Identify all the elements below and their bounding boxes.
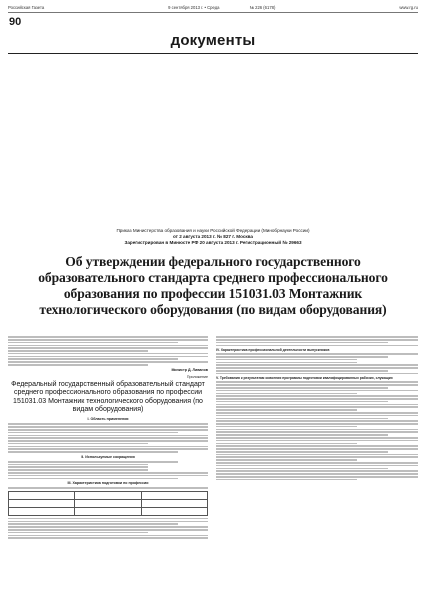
issue-number: № 226 (6178) (249, 5, 276, 10)
section-2-placeholder (8, 461, 208, 479)
qualification-table (8, 491, 208, 516)
order-issuer: Приказ Министерства образования и науки Российской Федерации (Минобрнауки России) (116, 228, 310, 233)
issue-info (168, 5, 275, 10)
header-rule (8, 53, 418, 54)
document-title: Об утверждении федерального государственного образовательного стандарта среднего профессионального образования по профессии 151031.03 Монтажник технологического оборудования (по видам оборудования) (38, 254, 388, 317)
section-2-heading: II. Используемые сокращения (81, 454, 135, 459)
order-header (60, 228, 366, 247)
right-text-placeholder-1 (216, 336, 418, 346)
appendix-label: Приложение (186, 374, 208, 379)
right-column (216, 335, 418, 597)
section-5-heading: V. Требования к результатам освоения программы подготовки квалифицированных рабочих, служащих (216, 375, 393, 380)
section-4-heading: IV. Характеристика профессиональной деятельности выпускников (216, 347, 330, 352)
section-5-placeholder (216, 381, 418, 480)
site-link[interactable]: www.rg.ru (399, 5, 418, 10)
standard-title: Федеральный государственный образовательный стандарт среднего профессионального образования по профессии 151031.03 Монтажник технологического оборудования (по видам оборудования) (11, 380, 205, 413)
page-number: 90 (9, 16, 22, 28)
section-1-placeholder (8, 423, 208, 452)
issue-date: 9 сентября 2013 г. • Среда (168, 5, 220, 10)
order-registration: Зарегистрирован в Минюсте РФ 20 августа 2013 г. Регистрационный № 29663 (124, 240, 302, 246)
section-3-placeholder (8, 518, 208, 539)
newspaper-header (8, 3, 418, 13)
newspaper-name: Российская Газета (8, 5, 45, 10)
left-column (8, 335, 208, 597)
blank-area (8, 56, 418, 226)
order-date-number: от 2 августа 2013 г. № 827 г. Москва (172, 234, 253, 240)
body-text-placeholder (8, 336, 208, 365)
section-3-heading: III. Характеристика подготовки по профессии (67, 481, 149, 486)
section-1-heading: I. Область применения (87, 417, 129, 422)
section-4-placeholder (216, 353, 418, 374)
signer: Министр Д. Ливанов (171, 367, 208, 372)
section-title: документы (170, 32, 256, 49)
